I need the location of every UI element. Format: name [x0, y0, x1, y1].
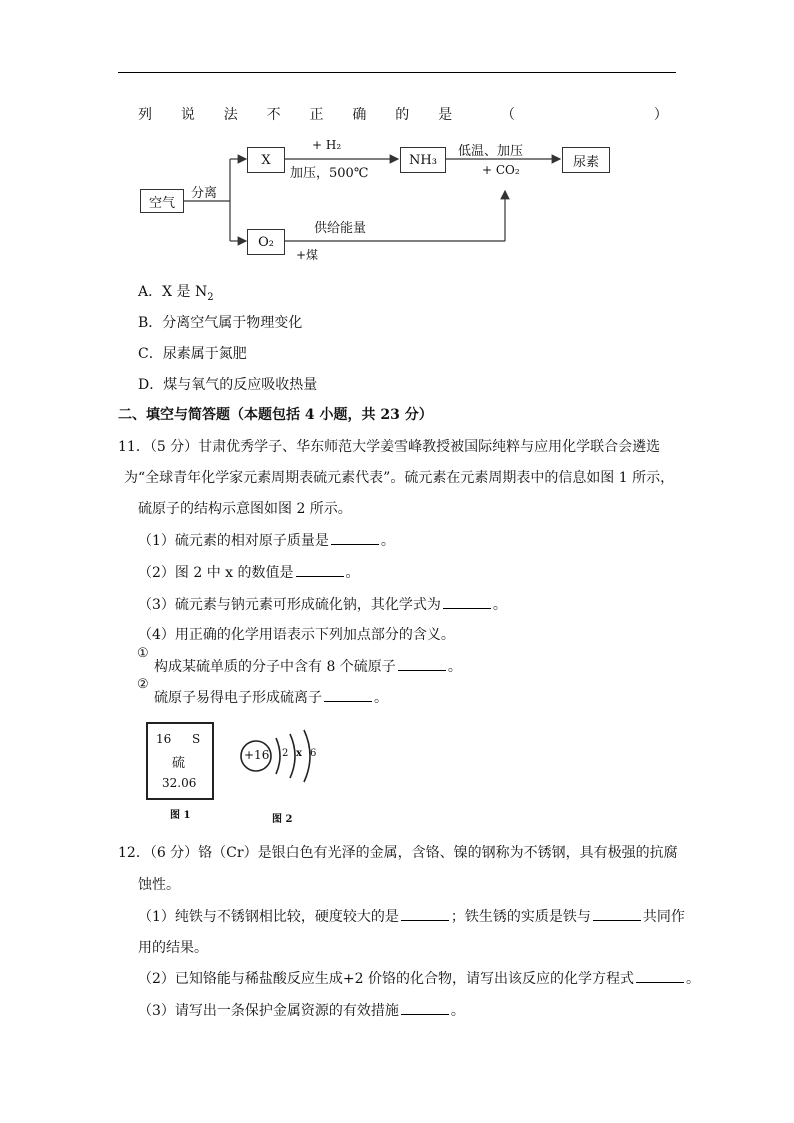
tail-char: 说 — [180, 107, 195, 123]
answer-blank[interactable] — [443, 594, 491, 609]
answer-blank[interactable] — [636, 968, 684, 983]
q11-part-3: （3）硫元素与钠元素可形成硫化钠，其化学式为 。 — [138, 594, 507, 614]
q12-part-1-cont: 用的结果。 — [138, 940, 208, 956]
tail-char: 正 — [309, 107, 324, 123]
figure-1 — [146, 722, 214, 800]
answer-blank[interactable] — [331, 530, 379, 545]
answer-blank[interactable] — [401, 1000, 449, 1015]
x-box: X — [247, 147, 285, 173]
option-c: C．尿素属于氮肥 — [138, 346, 247, 362]
coal-label: +煤 — [296, 248, 319, 262]
nh3-box: NH₃ — [400, 147, 446, 173]
q12-part-1: （1）纯铁与不锈钢相比较，硬度较大的是 ；铁生锈的实质是铁与 共同作 — [138, 906, 685, 926]
tail-char: ） — [653, 107, 668, 123]
tail-char: 法 — [223, 107, 238, 123]
q11-part-4: （4）用正确的化学用语表示下列加点部分的含义。 — [138, 627, 455, 643]
atomic-number: 16 — [156, 732, 172, 746]
tail-char: （ — [501, 107, 515, 123]
tail-char: 是 — [438, 107, 453, 123]
figure-2-caption: 图 2 — [272, 814, 293, 825]
o2-box: O₂ — [247, 229, 285, 255]
q11-sub-2-mark: ② — [137, 677, 149, 692]
tail-char: 不 — [266, 107, 281, 123]
q12-part-2: （2）已知铬能与稀盐酸反应生成+2 价铬的化合物，请写出该反应的化学方程式 。 — [138, 968, 700, 988]
h2-label: + H₂ — [312, 138, 342, 152]
option-a: A．X 是 $N_2$ — [138, 284, 214, 303]
q11-part-1: （1）硫元素的相对原子质量是 。 — [138, 530, 395, 550]
section-title: 二、填空与简答题（本题包括 4 小题，共 23 分） — [118, 407, 433, 423]
energy-label: 供给能量 — [314, 221, 367, 236]
separate-label: 分离 — [191, 186, 218, 201]
air-box: 空气 — [140, 189, 184, 213]
condition-label-2: 低温、加压 — [458, 144, 524, 159]
q11-line-1: 11．（5 分）甘肃优秀学子、华东师范大学姜雪峰教授被国际纯粹与应用化学联合会遴选 — [118, 439, 661, 455]
figure-1-caption: 图 1 — [170, 810, 191, 821]
tail-char: 确 — [352, 107, 367, 123]
q11-sub-2: 硫原子易得电子形成硫离子 。 — [154, 687, 388, 707]
answer-blank[interactable] — [593, 906, 641, 921]
diagram-lines — [0, 0, 794, 300]
shell-2-electrons: x — [296, 748, 302, 759]
q12-line-1: 12．（6 分）铬（Cr）是银白色有光泽的金属，含铬、镍的钢称为不锈钢，具有极强的抗腐 — [118, 845, 678, 861]
q11-part-2: （2）图 2 中 x 的数值是 。 — [138, 562, 360, 582]
figure-2 — [238, 726, 328, 796]
co2-label: + CO₂ — [482, 163, 520, 177]
option-d: D．煤与氧气的反应吸收热量 — [138, 377, 318, 393]
option-b: B．分离空气属于物理变化 — [138, 315, 303, 331]
q11-line-2: 为“全球青年化学家元素周期表硫元素代表”。硫元素在元素周期表中的信息如图 1 所示， — [124, 470, 675, 486]
answer-blank[interactable] — [324, 687, 372, 702]
element-name: 硫 — [172, 756, 186, 771]
answer-blank[interactable] — [296, 562, 344, 577]
q12-line-2: 蚀性。 — [138, 877, 180, 893]
tail-char: 列 — [138, 107, 152, 123]
nucleus-charge: +16 — [244, 748, 270, 762]
q12-part-3: （3）请写出一条保护金属资源的有效措施 。 — [138, 1000, 465, 1020]
tail-char: 的 — [395, 107, 410, 123]
answer-blank[interactable] — [398, 656, 446, 671]
shell-3-electrons: 6 — [310, 748, 317, 759]
q11-sub-1-mark: ① — [137, 646, 149, 661]
shell-1-electrons: 2 — [282, 748, 289, 759]
condition-label-1: 加压，500℃ — [290, 166, 369, 181]
q11-line-3: 硫原子的结构示意图如图 2 所示。 — [138, 501, 352, 517]
answer-blank[interactable] — [401, 906, 449, 921]
atomic-mass: 32.06 — [162, 776, 197, 790]
q11-sub-1: 构成某硫单质的分子中含有 8 个硫原子 。 — [154, 656, 462, 676]
element-symbol: S — [192, 732, 201, 746]
urea-box: 尿素 — [562, 147, 610, 173]
